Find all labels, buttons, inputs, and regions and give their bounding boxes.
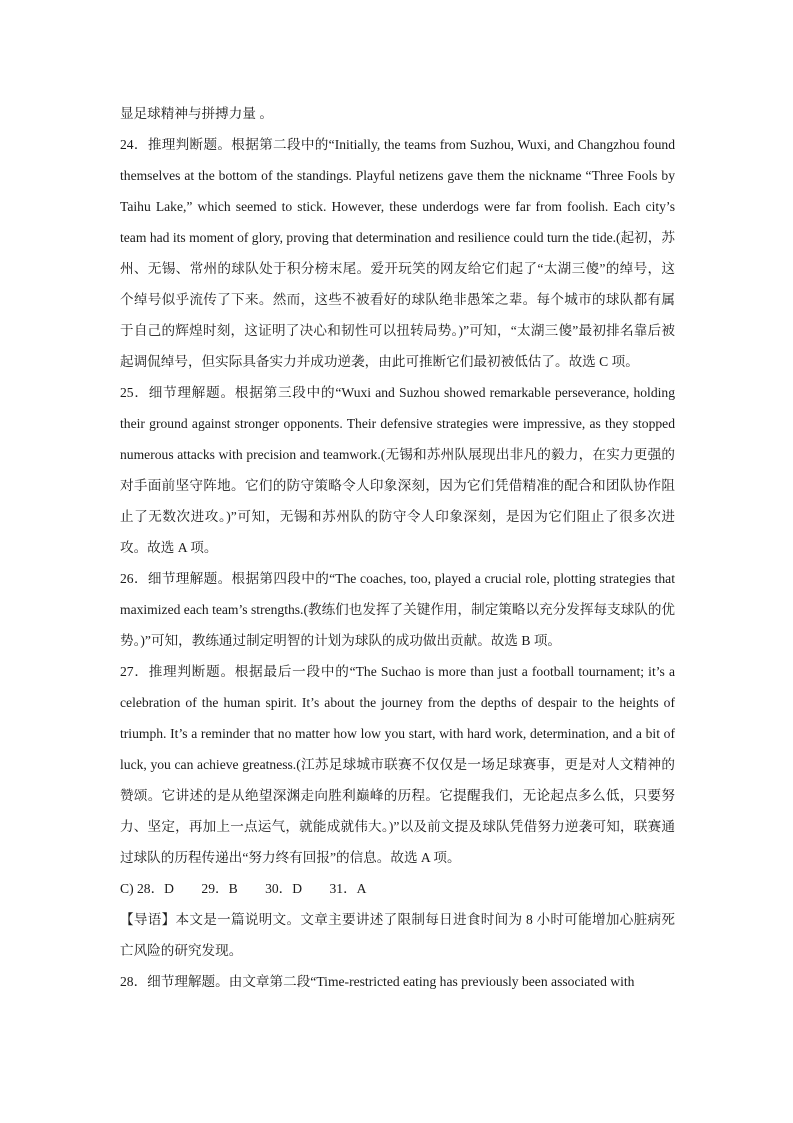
paragraph-q26-explanation: 26．细节理解题。根据第四段中的“The coaches, too, played a crucial role, plotting strategies that maximized each team’s strengths.(教练们也发挥了关键作用，制定策略以充分发挥每支球队的优势。)”可知，教练通过制定明智的计划为球队的成功做出贡献。故选 B 项。 <box>120 571 676 648</box>
answer-29: 29．B <box>201 881 238 896</box>
paragraph-intro-guide: 【导语】本文是一篇说明文。文章主要讲述了限制每日进食时间为 8 小时可能增加心脏病死亡风险的研究发现。 <box>120 912 675 958</box>
paragraph-q24-explanation: 24．推理判断题。根据第二段中的“Initially, the teams from Suzhou, Wuxi, and Changzhou found themselves at the bottom of the standings. Playful netizens gave them the nickname “Three Fools by Taihu Lake,” which seemed to stick. However, these underdogs were far from foolish. Each city’s team had its moment of glory, proving that determination and resilience could turn the tide.(起初，苏州、无锡、常州的球队处于积分榜末尾。爱开玩笑的网友给它们起了“太湖三傻”的绰号，这个绰号似乎流传了下来。然而，这些不被看好的球队绝非愚笨之辈。每个城市的球队都有属于自己的辉煌时刻，这证明了决心和韧性可以扭转局势。)”可知，“太湖三傻”最初排名靠后被起调侃绰号，但实际具备实力并成功逆袭，由此可推断它们最初被低估了。故选 C 项。 <box>120 137 675 369</box>
answer-explanation-text <box>120 98 675 997</box>
answer-30: 30．D <box>265 881 303 896</box>
answer-31: 31．A <box>329 881 367 896</box>
paragraph-q25-explanation: 25．细节理解题。根据第三段中的“Wuxi and Suzhou showed remarkable perseverance, holding their ground against stronger opponents. Their defensive strategies were impressive, as they stopped numerous attacks with precision and teamwork.(无锡和苏州队展现出非凡的毅力，在实力更强的对手面前坚守阵地。它们的防守策略令人印象深刻，因为它们凭借精准的配合和团队协作阻止了无数次进攻。)”可知，无锡和苏州队的防守令人印象深刻，是因为它们阻止了很多次进攻。故选 A 项。 <box>120 385 675 555</box>
paragraph-q28-explanation: 28．细节理解题。由文章第二段“Time-restricted eating has previously been associated with <box>120 974 635 989</box>
paragraph-q27-explanation: 27．推理判断题。根据最后一段中的“The Suchao is more than just a football tournament; it’s a celebration of the human spirit. It’s about the journey from the depths of despair to the heights of triumph. It’s a reminder that no matter how low you start, with hard work, determination, and a bit of luck, you can achieve greatness.(江苏足球城市联赛不仅仅是一场足球赛事，更是对人文精神的赞颂。它讲述的是从绝望深渊走向胜利巅峰的历程。它提醒我们，无论起点多么低，只要努力、坚定，再加上一点运气，就能成就伟大。)”以及前文提及球队凭借努力逆袭可知，联赛通过球队的历程传递出“努力终有回报”的信息。故选 A 项。 <box>120 664 675 865</box>
answer-28: C) 28．D <box>120 881 174 896</box>
answer-key-line <box>120 873 675 904</box>
paragraph-intro-fragment: 显足球精神与拼搏力量 。 <box>120 106 273 121</box>
